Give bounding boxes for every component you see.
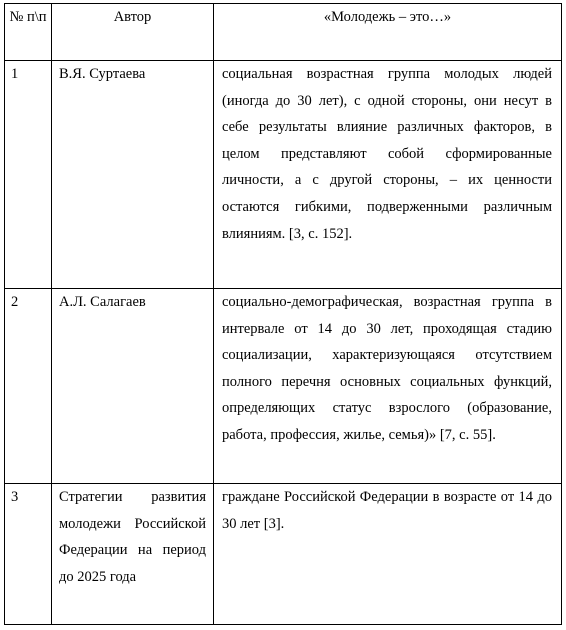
row-number: 2: [5, 289, 52, 484]
row-definition: социально-демографическая, возрастная группа в интервале от 14 до 30 лет, проходящая стадию социализации, характеризующаяся отсутствием полного перечня основных социальных функций, определяющих статус взрослого (образование, работа, профессия, жилье, семья)» [7, с. 55].: [214, 289, 562, 484]
row-definition: граждане Российской Федерации в возрасте от 14 до 30 лет [3].: [214, 484, 562, 625]
row-author: В.Я. Суртаева: [52, 61, 214, 289]
header-author: Автор: [52, 4, 214, 61]
definitions-table: [4, 3, 562, 625]
row-definition: социальная возрастная группа молодых людей (иногда до 30 лет), с одной стороны, они несут в себе результаты влияние различных факторов, в целом представляют собой сформированные личности, а с другой стороны, – их ценности остаются гибкими, подверженными различным влияниям. [3, с. 152].: [214, 61, 562, 289]
table-row: [5, 61, 562, 289]
row-author: Стратегии развития молодежи Российской Федерации на период до 2025 года: [52, 484, 214, 625]
table-row: [5, 289, 562, 484]
header-number: № п\п: [5, 4, 52, 61]
row-author: А.Л. Салагаев: [52, 289, 214, 484]
table-header-row: [5, 4, 562, 61]
row-number: 1: [5, 61, 52, 289]
table-row: [5, 484, 562, 625]
header-definition: «Молодежь – это…»: [214, 4, 562, 61]
row-number: 3: [5, 484, 52, 625]
